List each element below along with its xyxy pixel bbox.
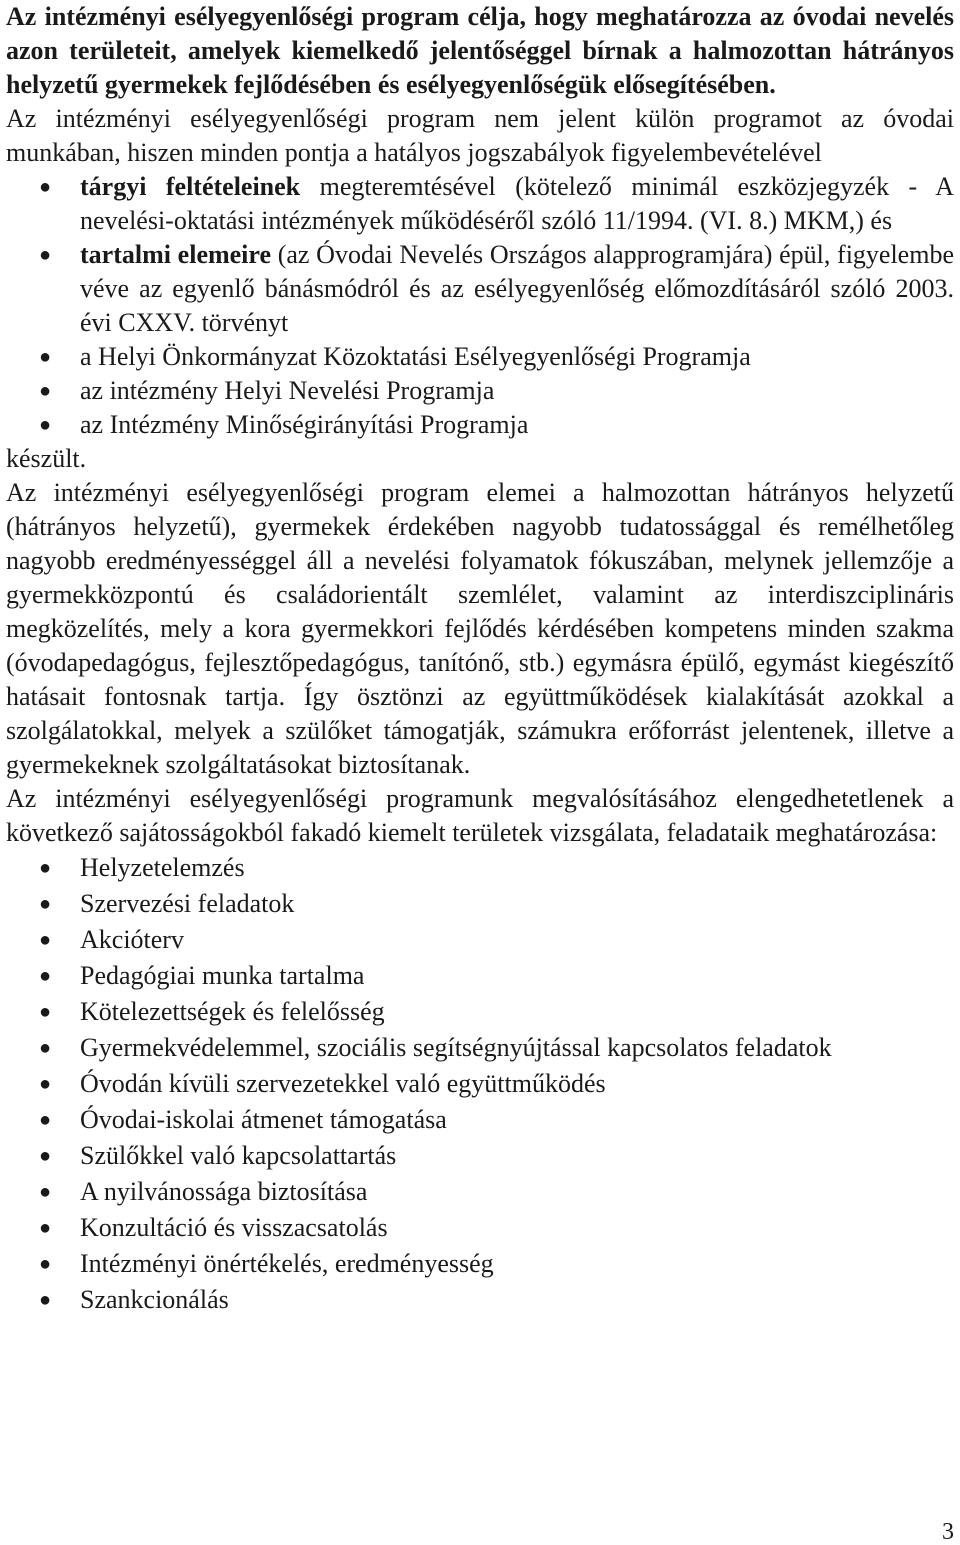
list-a (6, 170, 954, 442)
list-b-item-text: Óvodai-iskolai átmenet támogatása (80, 1105, 447, 1134)
bullet-icon: ● (39, 176, 52, 198)
list-b-item (6, 1066, 954, 1102)
list-b-item (6, 1174, 954, 1210)
list-b-item (6, 1282, 954, 1318)
list-b-item-text: Helyzetelemzés (80, 853, 245, 882)
bullet-icon: ● (39, 1073, 52, 1095)
list-a-item-text: megteremtésével (kötelező minimál eszközjegyzék - A nevelési-oktatási intézmények működéséről szóló 11/1994. (VI. 8.) MKM,) és (80, 172, 955, 235)
list-a-item (6, 170, 954, 238)
list-b-item-text: Intézményi önértékelés, eredményesség (80, 1249, 494, 1278)
list-b-item (6, 1210, 954, 1246)
bullet-icon: ● (39, 1109, 52, 1131)
list-b-item (6, 922, 954, 958)
bullet-icon: ● (39, 965, 52, 987)
list-a-item (6, 340, 954, 374)
list-b-item-text: A nyilvánossága biztosítása (80, 1177, 368, 1206)
document-page (6, 0, 954, 1318)
list-b-item-text: Pedagógiai munka tartalma (80, 961, 365, 990)
bullet-icon: ● (39, 893, 52, 915)
bullet-icon: ● (39, 1145, 52, 1167)
list-b-item (6, 1138, 954, 1174)
bullet-icon: ● (39, 346, 52, 368)
bullet-icon: ● (39, 1001, 52, 1023)
list-a-item (6, 238, 954, 340)
list-a-item-text: az Intézmény Minőségirányítási Programja (80, 410, 529, 439)
list-b-item (6, 1030, 954, 1066)
list-b-item (6, 1102, 954, 1138)
list-b-item-text: Konzultáció és visszacsatolás (80, 1213, 388, 1242)
bullet-icon: ● (39, 1181, 52, 1203)
bullet-icon: ● (39, 857, 52, 879)
list-b-item-text: Akcióterv (80, 925, 184, 954)
list-a-item-bold: tárgyi feltételeinek (80, 172, 301, 201)
list-b-item-text: Gyermekvédelemmel, szociális segítségnyújtással kapcsolatos feladatok (80, 1033, 832, 1062)
list-b-item-text: Óvodán kívüli szervezetekkel való együttműködés (80, 1069, 606, 1098)
list-b-item-text: Szervezési feladatok (80, 889, 295, 918)
list-b-item (6, 958, 954, 994)
list-b-item (6, 850, 954, 886)
list-b-item-text: Szülőkkel való kapcsolattartás (80, 1141, 397, 1170)
bullet-icon: ● (39, 380, 52, 402)
program-paragraph: Az intézményi esélyegyenlőségi program nem jelent külön programot az óvodai munkában, hiszen minden pontja a hatályos jogszabályok figyelembevételével (6, 104, 954, 167)
list-a-item-bold: tartalmi elemeire (80, 240, 272, 269)
bullet-icon: ● (39, 1289, 52, 1311)
list-a-item (6, 408, 954, 442)
bullet-icon: ● (39, 244, 52, 266)
bullet-icon: ● (39, 414, 52, 436)
list-b (6, 850, 954, 1318)
list-b-item (6, 1246, 954, 1282)
bullet-icon: ● (39, 929, 52, 951)
keszult-text: készült. (6, 444, 87, 473)
bullet-icon: ● (39, 1217, 52, 1239)
list-b-item-text: Kötelezettségek és felelősség (80, 997, 385, 1026)
list-a-item-text: (az Óvodai Nevelés Országos alapprogramjára) épül, figyelembe véve az egyenlő bánásmódról és az esélyegyenlőség előmozdításáról szóló 2003. évi CXXV. törvényt (80, 240, 954, 337)
bullet-icon: ● (39, 1253, 52, 1275)
list-a-item-text: az intézmény Helyi Nevelési Programja (80, 376, 495, 405)
page-number: 3 (942, 1519, 954, 1545)
elements-paragraph: Az intézményi esélyegyenlőségi program elemei a halmozottan hátrányos helyzetű (hátrányos helyzetű), gyermekek érdekében nagyobb tudatossággal és remélhetőleg nagyobb eredményességgel áll a nevelési folyamatok fókuszában, melynek jellemzője a gyermekközpontú és családorientált szemlélet, valamint az interdiszciplináris megközelítés, mely a kora gyermekkori fejlődés kérdésében kompetens minden szakma (óvodapedagógus, fejlesztőpedagógus, tanítónő, stb.) egymásra épülő, egymást kiegészítő hatásait fontosnak tartja. Így ösztönzi az együttműködések kialakítását azokkal a szolgálatokkal, melyek a szülőket támogatják, számukra erőforrást jelentenek, illetve a gyermekeknek szolgáltatásokat biztosítanak. (6, 478, 954, 779)
implementation-paragraph: Az intézményi esélyegyenlőségi programunk megvalósításához elengedhetetlenek a következő sajátosságokból fakadó kiemelt területek vizsgálata, feladataik meghatározása: (6, 784, 954, 847)
list-a-item-text: a Helyi Önkormányzat Közoktatási Esélyegyenlőségi Programja (80, 342, 751, 371)
list-a-item (6, 374, 954, 408)
intro-paragraph: Az intézményi esélyegyenlőségi program célja, hogy meghatározza az óvodai nevelés azon területeit, amelyek kiemelkedő jelentőséggel bírnak a halmozottan hátrányos helyzetű gyermekek fejlődésében és esélyegyenlőségük elősegítésében. (6, 2, 954, 99)
list-b-item-text: Szankcionálás (80, 1285, 229, 1314)
bullet-icon: ● (39, 1037, 52, 1059)
list-b-item (6, 994, 954, 1030)
list-b-item (6, 886, 954, 922)
